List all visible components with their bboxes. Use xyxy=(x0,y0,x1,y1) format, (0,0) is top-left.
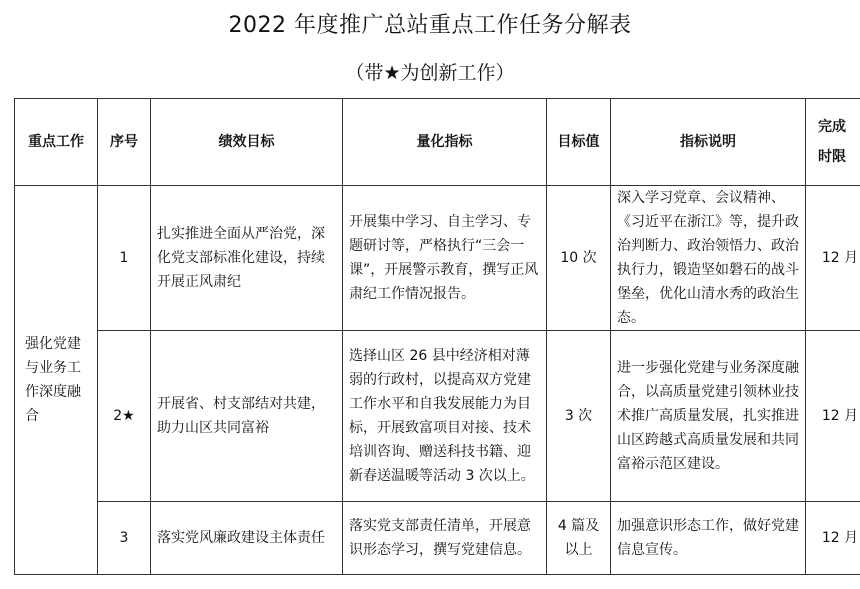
task-table xyxy=(14,98,860,575)
note-cell: 加强意识形态工作，做好党建信息宣传。 xyxy=(611,502,806,575)
note-cell: 深入学习党章、会议精神、《习近平在浙江》等，提升政治判断力、政治领悟力、政治执行力，锻造坚如磐石的战斗堡垒，优化山清水秀的政治生态。 xyxy=(611,186,806,331)
target-cell: 3 次 xyxy=(547,331,611,502)
header-deadline-line1: 完成 xyxy=(818,119,846,135)
metric-cell: 开展集中学习、自主学习、专题研讨等，严格执行“三会一课”，开展警示教育，撰写正风肃纪工作情况报告。 xyxy=(343,186,547,331)
deadline-cell: 12 月 xyxy=(806,186,860,331)
seq-cell: 2★ xyxy=(98,331,151,502)
target-cell: 10 次 xyxy=(547,186,611,331)
header-row xyxy=(15,99,860,186)
page-subtitle: （带★为创新工作） xyxy=(345,62,515,84)
header-deadline-line2: 时限 xyxy=(818,149,846,165)
header-key-work: 重点工作 xyxy=(15,99,98,186)
header-goal: 绩效目标 xyxy=(151,99,343,186)
header-target: 目标值 xyxy=(547,99,611,186)
metric-cell: 选择山区 26 县中经济相对薄弱的行政村，以提高双方党建工作水平和自我发展能力为目标，开展致富项目对接、技术培训咨询、赠送科技书籍、迎新春送温暖等活动 3 次以上。 xyxy=(343,331,547,502)
page-title: 2022 年度推广总站重点工作任务分解表 xyxy=(228,13,632,38)
header-note: 指标说明 xyxy=(611,99,806,186)
goal-cell: 开展省、村支部结对共建，助力山区共同富裕 xyxy=(151,331,343,502)
target-cell: 4 篇及以上 xyxy=(547,502,611,575)
metric-cell: 落实党支部责任清单，开展意识形态学习，撰写党建信息。 xyxy=(343,502,547,575)
seq-cell: 3 xyxy=(98,502,151,575)
seq-cell: 1 xyxy=(98,186,151,331)
key-work-cell: 强化党建与业务工作深度融合 xyxy=(15,186,98,575)
header-seq: 序号 xyxy=(98,99,151,186)
deadline-cell: 12 月 xyxy=(806,502,860,575)
deadline-cell: 12 月 xyxy=(806,331,860,502)
goal-cell: 扎实推进全面从严治党，深化党支部标准化建设，持续开展正风肃纪 xyxy=(151,186,343,331)
table-row xyxy=(15,502,860,575)
table-row xyxy=(15,331,860,502)
note-cell: 进一步强化党建与业务深度融合，以高质量党建引领林业技术推广高质量发展，扎实推进山区跨越式高质量发展和共同富裕示范区建设。 xyxy=(611,331,806,502)
header-deadline xyxy=(806,99,860,186)
table-row xyxy=(15,186,860,331)
header-metric: 量化指标 xyxy=(343,99,547,186)
goal-cell: 落实党风廉政建设主体责任 xyxy=(151,502,343,575)
